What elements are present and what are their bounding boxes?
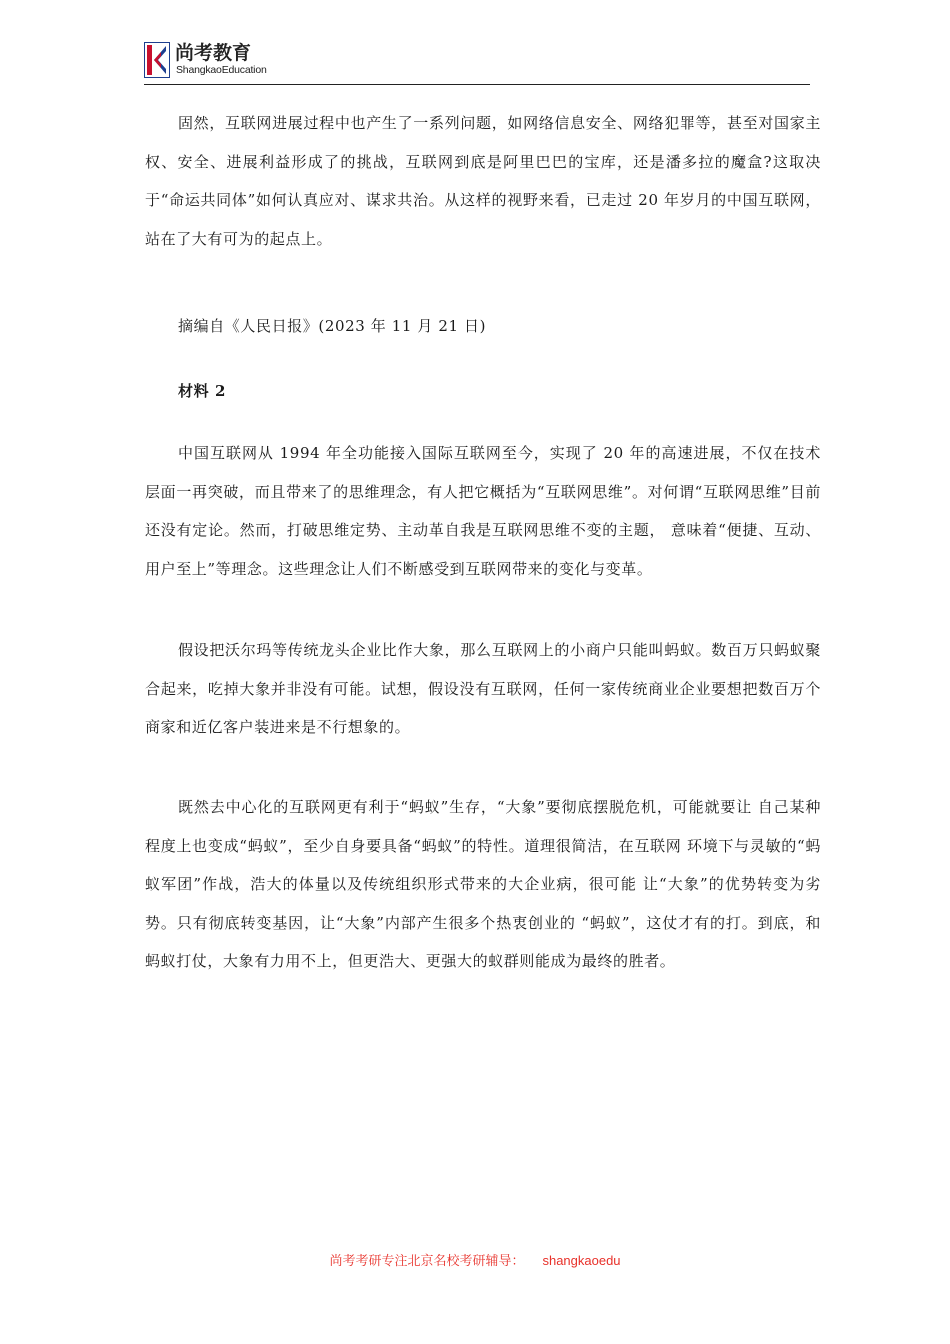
shangkao-logo[interactable]	[144, 38, 267, 82]
section-heading-material-2: 材料 2	[178, 382, 227, 400]
logo-mark-icon	[144, 42, 170, 78]
header-divider	[144, 84, 810, 85]
footer-text: 尚考考研专注北京名校考研辅导：	[329, 1254, 525, 1269]
logo-chinese-name: 尚考教育	[175, 42, 252, 64]
paragraph-internet-problems: 固然，互联网进展过程中也产生了一系列问题，如网络信息安全、网络犯罪等，甚至对国家主权、安全、进展利益形成了的挑战，互联网到底是阿里巴巴的宝库，还是潘多拉的魔盒?这取决于“命运共同体”如何认真应对、谋求共治。从这样的视野来看，已走过 20 年岁月的中国互联网，站在了大有可为的起点上。	[145, 114, 821, 248]
paragraph-elephant-ants: 假设把沃尔玛等传统龙头企业比作大象，那么互联网上的小商户只能叫蚂蚁。数百万只蚂蚁聚合起来，吃掉大象并非没有可能。试想，假设没有互联网，任何一家传统商业企业要想把数百万个商家和近亿客户装进来是不行想象的。	[145, 641, 821, 736]
page-header	[144, 38, 810, 86]
source-citation: 摘编自《人民日报》(2023 年 11 月 21 日)	[178, 317, 487, 335]
paragraph-decentralization: 既然去中心化的互联网更有利于“蚂蚁”生存，“大象”要彻底摆脱危机，可能就要让 自己某种程度上也变成“蚂蚁”，至少自身要具备“蚂蚁”的特性。道理很简洁，在互联网 环境下与灵敏的“蚂蚁军团”作战，浩大的体量以及传统组织形式带来的大企业病，很可能 让“大象”的优势转变为劣势。只有彻底转变基因，让“大象”内部产生很多个热衷创业的 “蚂蚁”，这仗才有的打。到底，和蚂蚁打仗，大象有力用不上，但更浩大、更强大的蚁群则能成为最终的胜者。	[145, 798, 821, 970]
page-footer	[0, 1250, 950, 1269]
paragraph-internet-thinking: 中国互联网从 1994 年全功能接入国际互联网至今，实现了 20 年的高速进展，不仅在技术层面一再突破，而且带来了的思维理念，有人把它概括为“互联网思维”。对何谓“互联网思维”目前还没有定论。然而，打破思维定势、主动革自我是互联网思维不变的主题， 意味着“便捷、互动、用户至上”等理念。这些理念让人们不断感受到互联网带来的变化与变革。	[145, 444, 821, 578]
footer-site-link[interactable]: shangkaoedu	[542, 1253, 621, 1268]
logo-english-name: ShangkaoEducation	[176, 64, 267, 76]
